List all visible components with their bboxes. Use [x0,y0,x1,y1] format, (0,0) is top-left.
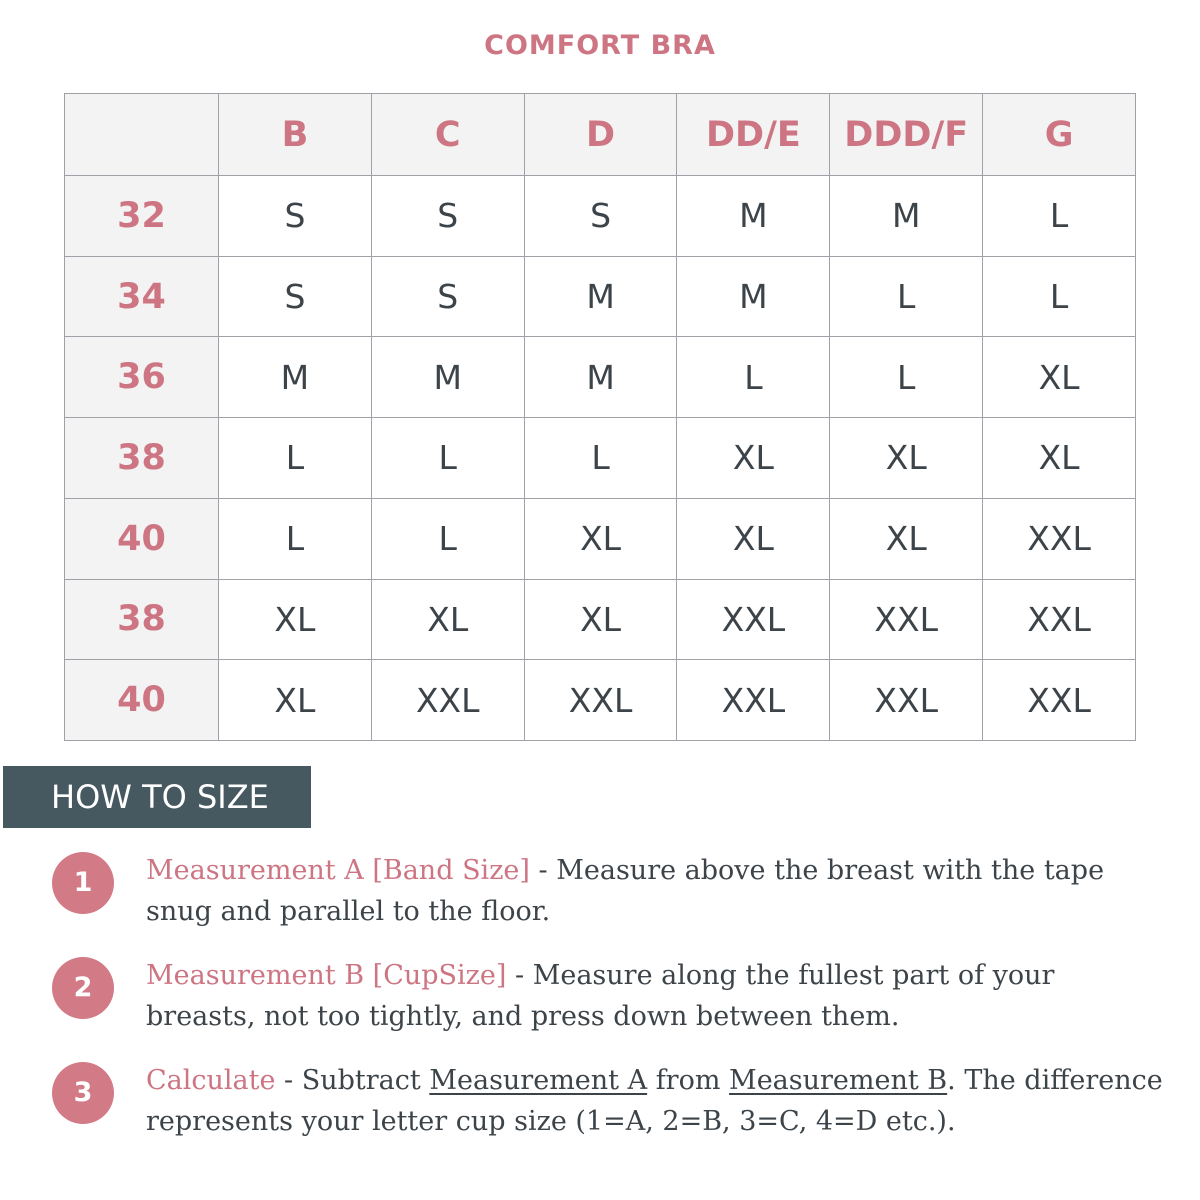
measurement-b-reference: Measurement B [729,1065,948,1096]
size-cell: XL [677,498,830,579]
size-cell: L [983,176,1136,257]
size-cell: L [677,337,830,418]
size-cell: XXL [983,660,1136,741]
size-cell: XXL [524,660,677,741]
step-number-badge: 1 [52,852,114,914]
corner-cell [65,94,219,176]
cup-size-header: G [983,94,1136,176]
size-cell: M [677,176,830,257]
size-cell: S [524,176,677,257]
step-text [146,850,1166,932]
size-cell: XL [524,579,677,660]
cup-size-header-row [65,94,1136,176]
size-cell: L [983,256,1136,337]
step-label: Measurement A [Band Size] [146,855,530,886]
size-cell: XXL [371,660,524,741]
table-row [65,579,1136,660]
cup-size-header: B [219,94,372,176]
size-cell: M [830,176,983,257]
size-cell: M [524,256,677,337]
step-description: from [647,1065,730,1096]
size-cell: L [219,498,372,579]
size-cell: XL [830,418,983,499]
size-cell: XL [219,579,372,660]
size-cell: M [524,337,677,418]
cup-size-header: C [371,94,524,176]
size-cell: XXL [830,579,983,660]
table-row [65,660,1136,741]
size-cell: S [371,176,524,257]
size-cell: XL [371,579,524,660]
size-cell: L [219,418,372,499]
size-cell: M [219,337,372,418]
band-size-label: 32 [65,176,219,257]
cup-size-header: DD/E [677,94,830,176]
size-cell: XXL [677,660,830,741]
size-cell: XL [983,337,1136,418]
size-cell: XL [677,418,830,499]
size-cell: M [371,337,524,418]
size-cell: XXL [677,579,830,660]
table-row [65,256,1136,337]
step-number-badge: 2 [52,957,114,1019]
band-size-label: 36 [65,337,219,418]
step-text [146,955,1166,1037]
size-cell: XXL [983,498,1136,579]
size-cell: L [830,337,983,418]
size-cell: XXL [983,579,1136,660]
band-size-label: 38 [65,579,219,660]
size-cell: L [830,256,983,337]
table-row [65,176,1136,257]
step-label: Calculate [146,1065,276,1096]
step-description: - Measure above the breast with the tape snug and parallel to the floor. [146,855,1105,927]
band-size-label: 40 [65,498,219,579]
step-label: Measurement B [CupSize] [146,960,507,991]
cup-size-header: DDD/F [830,94,983,176]
band-size-label: 38 [65,418,219,499]
size-cell: XXL [830,660,983,741]
step-number-badge: 3 [52,1062,114,1124]
how-to-size-heading: HOW TO SIZE [3,766,311,828]
step-description: - Subtract [275,1065,430,1096]
size-cell: L [371,498,524,579]
size-cell: XL [219,660,372,741]
size-cell: M [677,256,830,337]
band-size-label: 40 [65,660,219,741]
size-cell: S [219,176,372,257]
size-cell: L [524,418,677,499]
table-row [65,418,1136,499]
step-description: - Measure along the fullest part of your breasts, not too tightly, and press down between them. [146,960,1055,1032]
measurement-a-reference: Measurement A [429,1065,648,1096]
chart-title: COMFORT BRA [484,30,716,61]
step-text [146,1060,1166,1142]
band-size-label: 34 [65,256,219,337]
size-cell: XL [524,498,677,579]
size-chart-table [64,93,1136,741]
size-cell: XL [830,498,983,579]
size-cell: L [371,418,524,499]
size-cell: S [219,256,372,337]
step-description: . The difference represents your letter cup size (1=A, 2=B, 3=C, 4=D etc.). [146,1065,1163,1137]
table-row [65,337,1136,418]
table-row [65,498,1136,579]
size-cell: XL [983,418,1136,499]
cup-size-header: D [524,94,677,176]
size-cell: S [371,256,524,337]
